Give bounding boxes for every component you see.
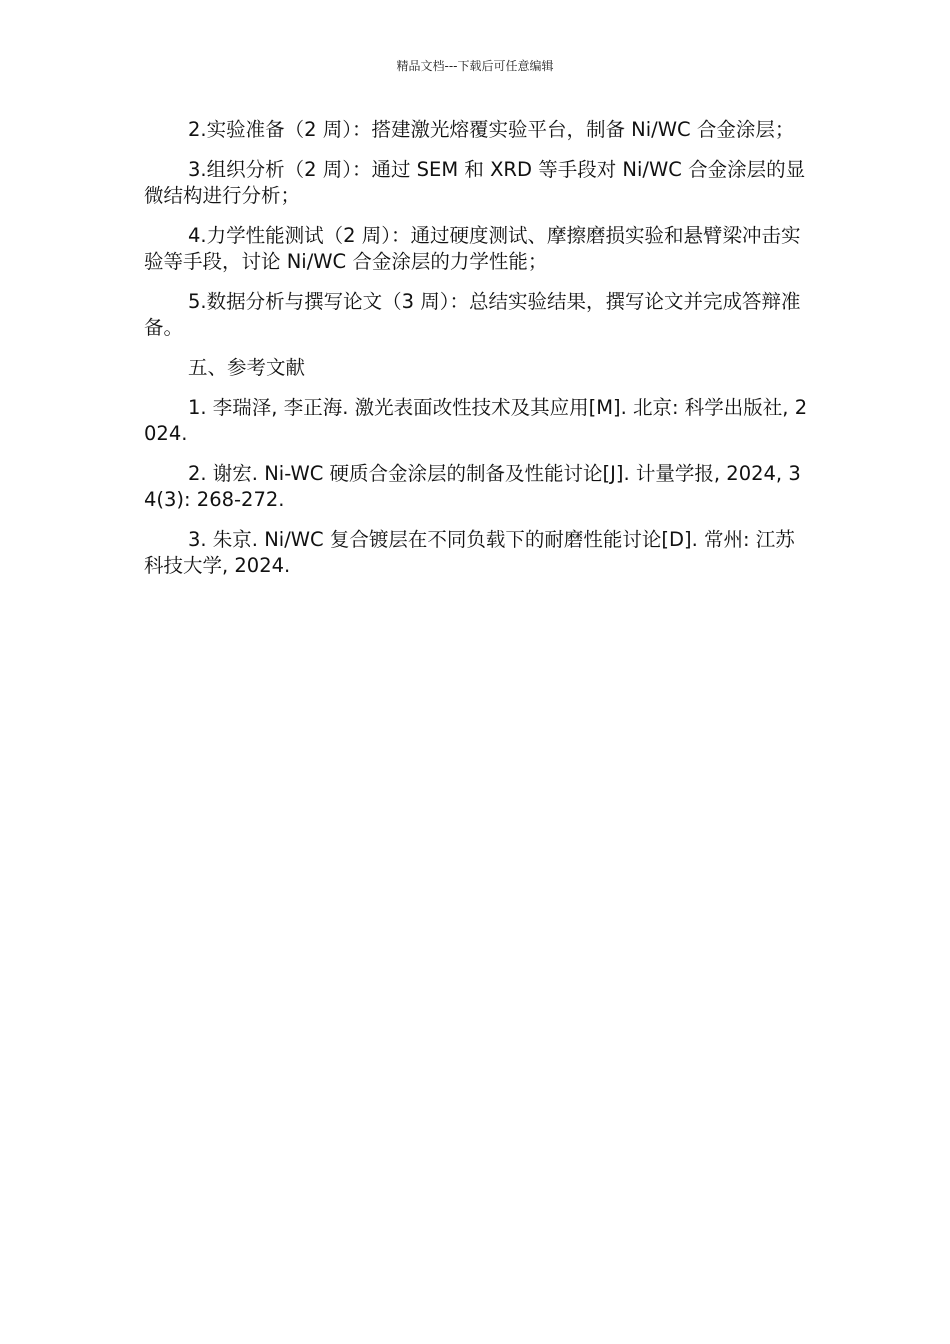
page-header: 精品文档---下载后可任意编辑 [396, 59, 554, 73]
schedule-item-experiment-prep: 2.实验准备（2 周）：搭建激光熔覆实验平台，制备 Ni/WC 合金涂层； [188, 118, 795, 141]
reference-item-2: 2. 谢宏. Ni-WC 硬质合金涂层的制备及性能讨论[J]. 计量学报, 2024, 34(3): 268-272. [144, 462, 801, 511]
document-body [144, 117, 812, 593]
schedule-item-structure-analysis: 3.组织分析（2 周）：通过 SEM 和 XRD 等手段对 Ni/WC 合金涂层的显微结构进行分析； [144, 158, 806, 207]
schedule-item-data-analysis: 5.数据分析与撰写论文（3 周）：总结实验结果，撰写论文并完成答辩准备。 [144, 290, 801, 339]
section-heading-references: 五、参考文献 [188, 356, 306, 379]
reference-item-3: 3. 朱京. Ni/WC 复合镀层在不同负载下的耐磨性能讨论[D]. 常州: 江苏科技大学, 2024. [144, 528, 795, 577]
schedule-item-mechanical-testing: 4.力学性能测试（2 周）：通过硬度测试、摩擦磨损实验和悬臂梁冲击实验等手段，讨论 Ni/WC 合金涂层的力学性能； [144, 224, 801, 273]
reference-item-1: 1. 李瑞泽, 李正海. 激光表面改性技术及其应用[M]. 北京: 科学出版社, 2024. [144, 396, 808, 445]
